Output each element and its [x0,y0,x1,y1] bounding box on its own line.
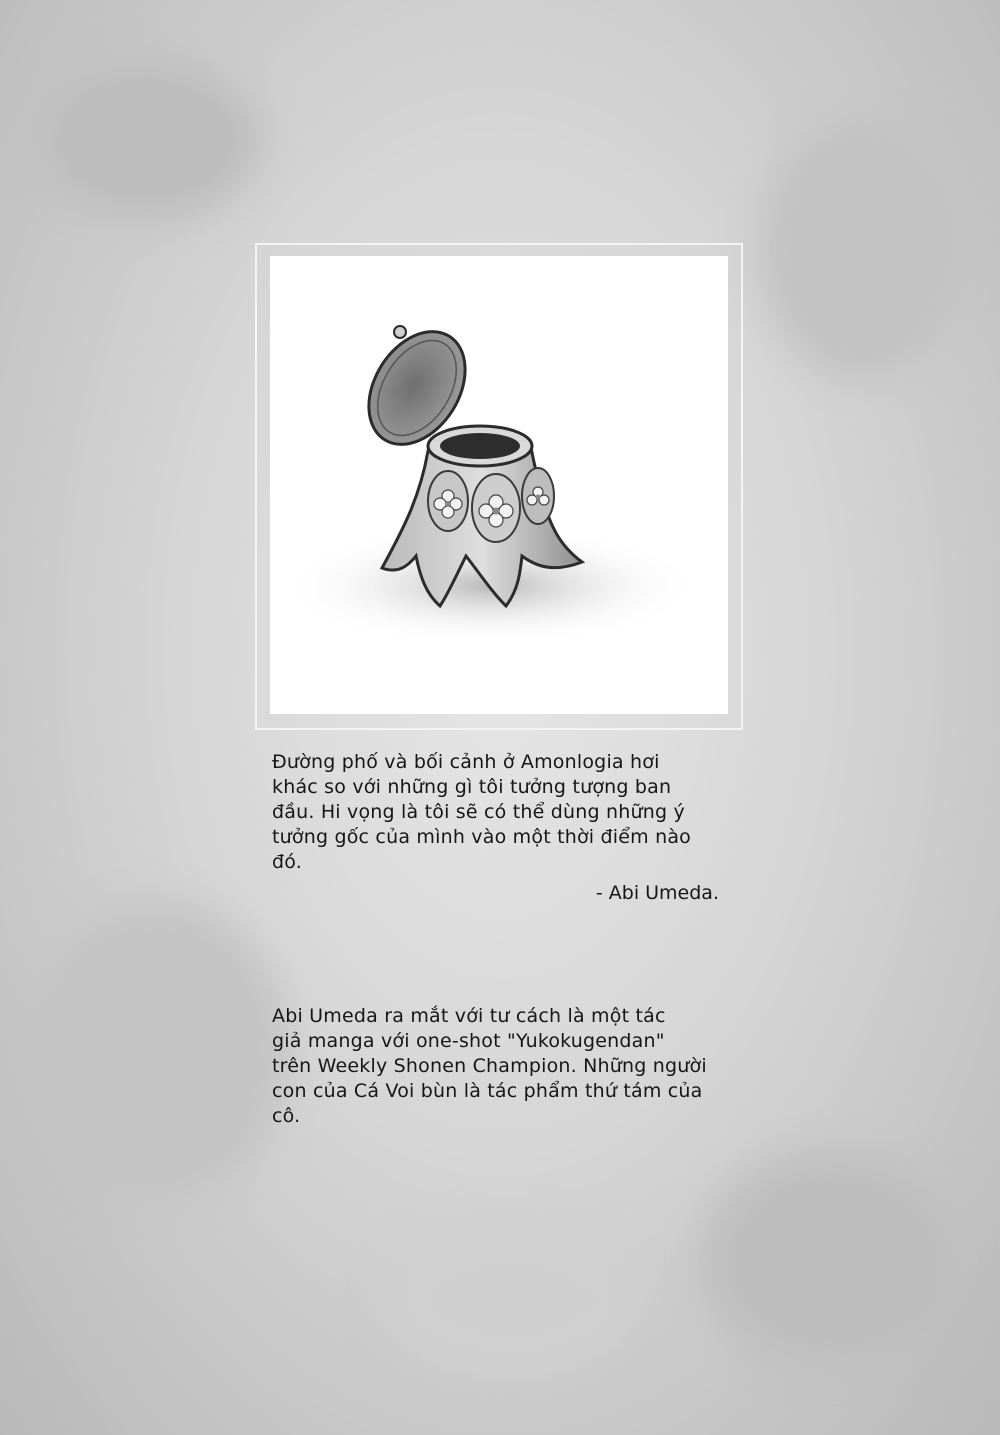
illustration-panel [270,256,728,714]
paper-stain [40,60,260,220]
inkwell-icon [270,256,728,714]
author-signature: - Abi Umeda. [595,882,719,904]
author-bio: Abi Umeda ra mắt với tư cách là một tác giả manga với one-shot "Yukokugendan" trên Weekly Shonen Champion. Những người con của Cá Voi bùn là tác phẩm thứ tám của cô. [272,1005,707,1127]
paper-stain [760,120,960,380]
paper-stain [700,1150,960,1370]
paper-stain [30,900,290,1200]
author-note: Đường phố và bối cảnh ở Amonlogia hơi khác so với những gì tôi tưởng tượng ban đầu. Hi vọng là tôi sẽ có thể dùng những ý tưởng gốc của mình vào một thời điểm nào đó. [272,751,692,873]
paper-stain [380,1220,640,1380]
